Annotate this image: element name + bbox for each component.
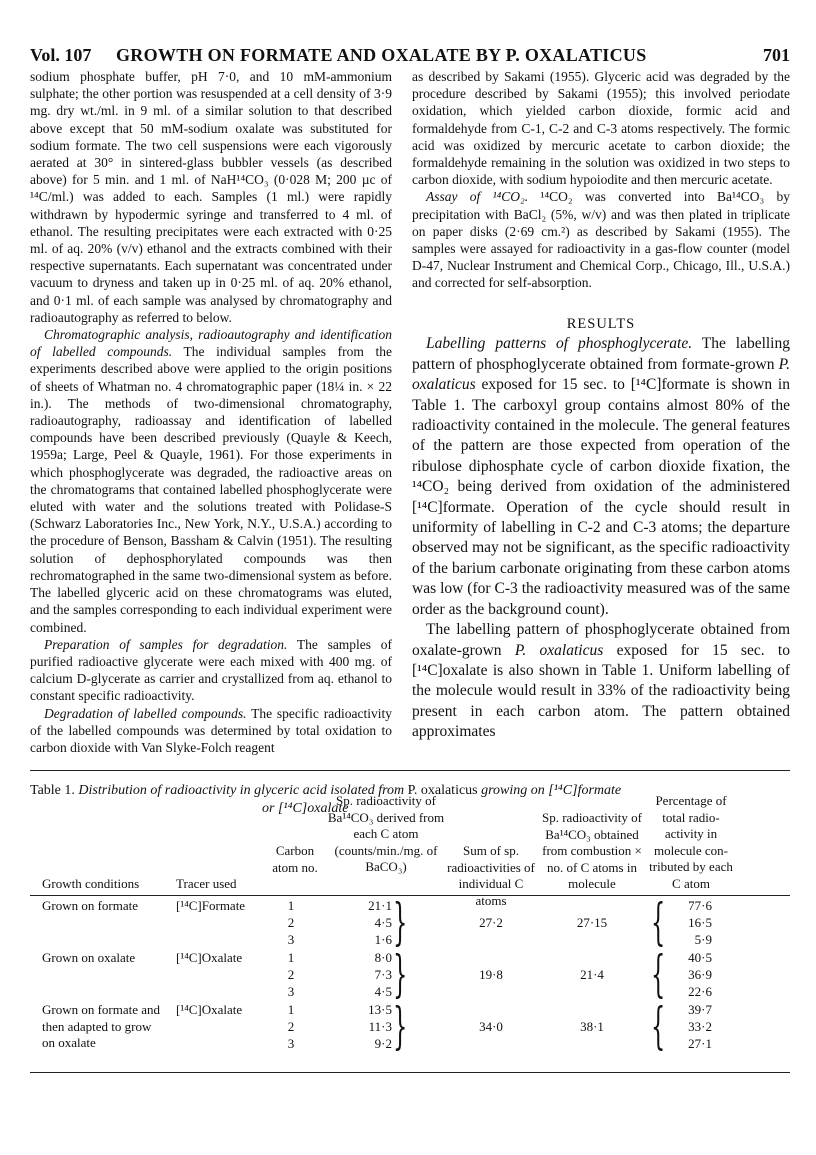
sum-value: 34·0: [479, 1019, 503, 1034]
sp-radioactivity-value: 21·1: [368, 898, 392, 913]
header-sp-radioactivity: Sp. radioactivity of Ba¹⁴CO₃ derived from each C atom (counts/min./mg. of BaCO₃): [327, 793, 445, 875]
right-column: [412, 68, 790, 292]
combustion-value: 21·4: [580, 967, 604, 982]
percentage-value: 77·6: [688, 898, 712, 913]
carbon-atom-number: 2: [287, 915, 295, 930]
sum-value: 27·2: [479, 915, 503, 930]
sp-radioactivity-value: 9·2: [374, 1036, 392, 1051]
percentage-value: 39·7: [688, 1002, 712, 1017]
results-heading: RESULTS: [566, 316, 636, 332]
right-brace-icon: }: [393, 893, 408, 951]
page-number: 701: [763, 45, 790, 65]
header-sum: Sum of sp. radioactivities of individual C atoms: [447, 843, 535, 908]
running-title: GROWTH ON FORMATE AND OXALATE BY P. OXALATICUS: [116, 45, 647, 65]
carbon-atom-number: 1: [287, 898, 295, 913]
sum-value: 19·8: [479, 967, 503, 982]
left-brace-icon: {: [651, 997, 666, 1055]
carbon-atom-number: 1: [287, 1002, 295, 1017]
right-brace-icon: }: [393, 945, 408, 1003]
percentage-value: 27·1: [688, 1036, 712, 1051]
paragraph: Preparation of samples for degradation. The samples of purified radioactive glycerate were each mixed with 400 mg. of calcium D-glycerate as carrier and crystallized from aq. ethanol to constant specific radioactivity.: [30, 636, 393, 704]
percentage-value: 36·9: [688, 967, 712, 982]
tracer-used: [¹⁴C]Oxalate: [176, 950, 243, 965]
growth-condition: Grown on formate: [42, 898, 139, 913]
paragraph: sodium phosphate buffer, pH 7·0, and 10 mM-ammonium sulphate; the other portion was resuspended at a cell density of 3·9 mg. dry wt./ml. in 9 ml. of a similar solution to that described above except that 50 mM-sodium oxalate was substituted for sodium formate. The two cell suspensions were each vigorously aerated at 30° in sintered-glass bubbler vessels (as described above) for 5 min. and 1 ml. of NaH¹⁴CO₃ (0·028 M; 200 µc of ¹⁴C/ml.) was added to each. Samples (1 ml.) were rapidly withdrawn by hypodermic syringe and transferred to 4 ml. of ethanol. The resulting precipitates were each extracted with 0·25 ml. of aq. 20% (v/v) ethanol and the extracts combined with their respective supernatants. Each supernatant was concentrated under vacuum to dryness and taken up in 0·25 ml. of aq. 20% ethanol, and 0·1 ml. of each sample was analysed by chromatography and radioautography as referred to below.: [30, 69, 392, 325]
left-column: [30, 68, 392, 756]
tracer-used: [¹⁴C]Oxalate: [176, 1002, 243, 1017]
paragraph: as described by Sakami (1955). Glyceric acid was degraded by the procedure described by Sakami (1955); this involved periodate oxidation, which yielded carbon dioxide, formic acid and formaldehyde from C-1, C-2 and C-3 atoms respectively. The formic acid was oxidized by mercuric acetate to carbon dioxide; the formaldehyde remaining in the solution was oxidized in two steps to carbon dioxide, with sodium hypoiodite and then mercuric acetate.: [412, 69, 790, 188]
sp-radioactivity-value: 13·5: [368, 1002, 392, 1017]
growth-condition: Grown on formate and then adapted to grow on oxalate: [42, 1002, 161, 1051]
paragraph: The labelling pattern of phosphoglycerate obtained from oxalate-grown P. oxalaticus exposed for 15 sec. to [¹⁴C]oxalate is also shown in Table 1. Uniform labelling of the molecule would result in 33% of the radioactivity being present in each carbon atom. The pattern obtained approximates: [412, 621, 790, 741]
table-header-rule: [30, 895, 790, 896]
paragraph: Assay of ¹⁴CO₂. ¹⁴CO₂ was converted into Ba¹⁴CO₃ by precipitation with BaCl₂ (5%, w/v) and was then plated in triplicate on paper disks (2·69 cm.²) as described by Sakami (1955). The samples were assayed for radioactivity in a gas-flow counter (model D-47, Nuclear Instrument and Chemical Corp., Chicago, Ill., U.S.A.) and corrected for self-absorption.: [412, 189, 790, 291]
growth-condition: Grown on oxalate: [42, 950, 136, 965]
paragraph: Degradation of labelled compounds. The specific radioactivity of the labelled compounds was determined by total oxidation to carbon dioxide with Van Slyke-Folch reagent: [30, 705, 392, 755]
section-heading: Preparation of samples for degradation.: [44, 636, 288, 652]
header-tracer: Tracer used: [176, 876, 237, 891]
left-brace-icon: {: [651, 945, 666, 1003]
table-top-rule: [30, 770, 790, 771]
sp-radioactivity-value: 11·3: [368, 1019, 392, 1034]
carbon-atom-number: 2: [287, 967, 295, 982]
table-bottom-rule: [30, 1072, 790, 1073]
combustion-value: 27·15: [576, 915, 608, 930]
percentage-value: 16·5: [688, 915, 712, 930]
left-brace-icon: {: [651, 893, 666, 951]
section-heading: Degradation of labelled compounds.: [44, 705, 247, 721]
right-brace-icon: }: [393, 997, 408, 1055]
carbon-atom-number: 3: [287, 984, 295, 999]
percentage-value: 22·6: [688, 984, 712, 999]
section-heading: Labelling patterns of phosphoglycerate.: [426, 335, 693, 353]
section-heading: Assay of ¹⁴CO₂.: [426, 189, 529, 205]
results-section: [412, 314, 790, 743]
percentage-value: 5·9: [694, 932, 712, 947]
header-carbon: Carbon atom no.: [272, 843, 318, 875]
table-caption: Table 1. Distribution of radioactivity in glyceric acid isolated from P. oxalaticus growing on [¹⁴C]formate or [¹⁴C]oxalate: [30, 783, 622, 816]
sp-radioactivity-value: 1·6: [374, 932, 392, 947]
header-percentage: Percentage of total radio-activity in molecule con-tributed by each C atom: [649, 793, 733, 891]
paragraph: Labelling patterns of phosphoglycerate. The labelling pattern of phosphoglycerate obtained from formate-grown P. oxalaticus exposed for 15 sec. to [¹⁴C]formate is shown in Table 1. The carboxyl group contains almost 80% of the radioactivity contained in the molecule. The general features of the pattern are those expected from operation of the ribulose diphosphate cycle of carbon dioxide fixation, the ¹⁴CO₂ being derived from oxidation of the administered [¹⁴C]formate. Operation of the cycle should result in uniformity of labelling in C-2 and C-3 atoms; the departure observed may not be significant, as the specific radioactivity of the barium carbonate originating from these carbon atoms was low (for C-3 the radioactivity measured was of the same order as the background count).: [412, 335, 790, 618]
combustion-value: 38·1: [580, 1019, 604, 1034]
sp-radioactivity-value: 7·3: [374, 967, 392, 982]
carbon-atom-number: 1: [287, 950, 295, 965]
carbon-atom-number: 3: [287, 1036, 295, 1051]
sp-radioactivity-value: 4·5: [374, 984, 392, 999]
header-growth: Growth conditions: [42, 876, 140, 891]
carbon-atom-number: 2: [287, 1019, 295, 1034]
section-heading: Chromatographic analysis, radioautography and identification of labelled compounds.: [30, 327, 392, 360]
sp-radioactivity-value: 4·5: [374, 915, 392, 930]
sp-radioactivity-value: 8·0: [374, 950, 392, 965]
header-combustion: Sp. radioactivity of Ba¹⁴CO₃ obtained from combustion × no. of C atoms in molecule: [541, 810, 642, 892]
percentage-value: 40·5: [688, 950, 712, 965]
tracer-used: [¹⁴C]Formate: [176, 898, 246, 913]
percentage-value: 33·2: [688, 1019, 712, 1034]
paragraph: Chromatographic analysis, radioautography and identification of labelled compounds. The individual samples from the experiments described above were applied to the origin positions of sheets of Whatman no. 4 chromatographic paper (18¼ in. × 22 in.). The methods of two-dimensional chromatography, radioautography, radioassay and identification of labelled compounds have been described previously (Quayle & Keech, 1959a; Large, Peel & Quayle, 1961). For those experiments in which phosphoglycerate was degraded, the radioactive areas on the chromatograms that contained labelled phosphoglycerate were eluted with water and the solutions treated with Polidase-S (Schwarz Laboratories Inc., New York, N.Y., U.S.A.) according to the procedure of Benson, Bassham & Calvin (1951). The resulting solution of dephosphorylated compounds was then rechromatographed in the same two-dimensional system as before. The labelled glyceric acid on these chromatograms was eluted, and the samples corresponding to each individual experiment were combined.: [30, 327, 393, 635]
carbon-atom-number: 3: [287, 932, 295, 947]
running-header: [30, 44, 790, 68]
volume-label: Vol. 107: [30, 45, 92, 65]
